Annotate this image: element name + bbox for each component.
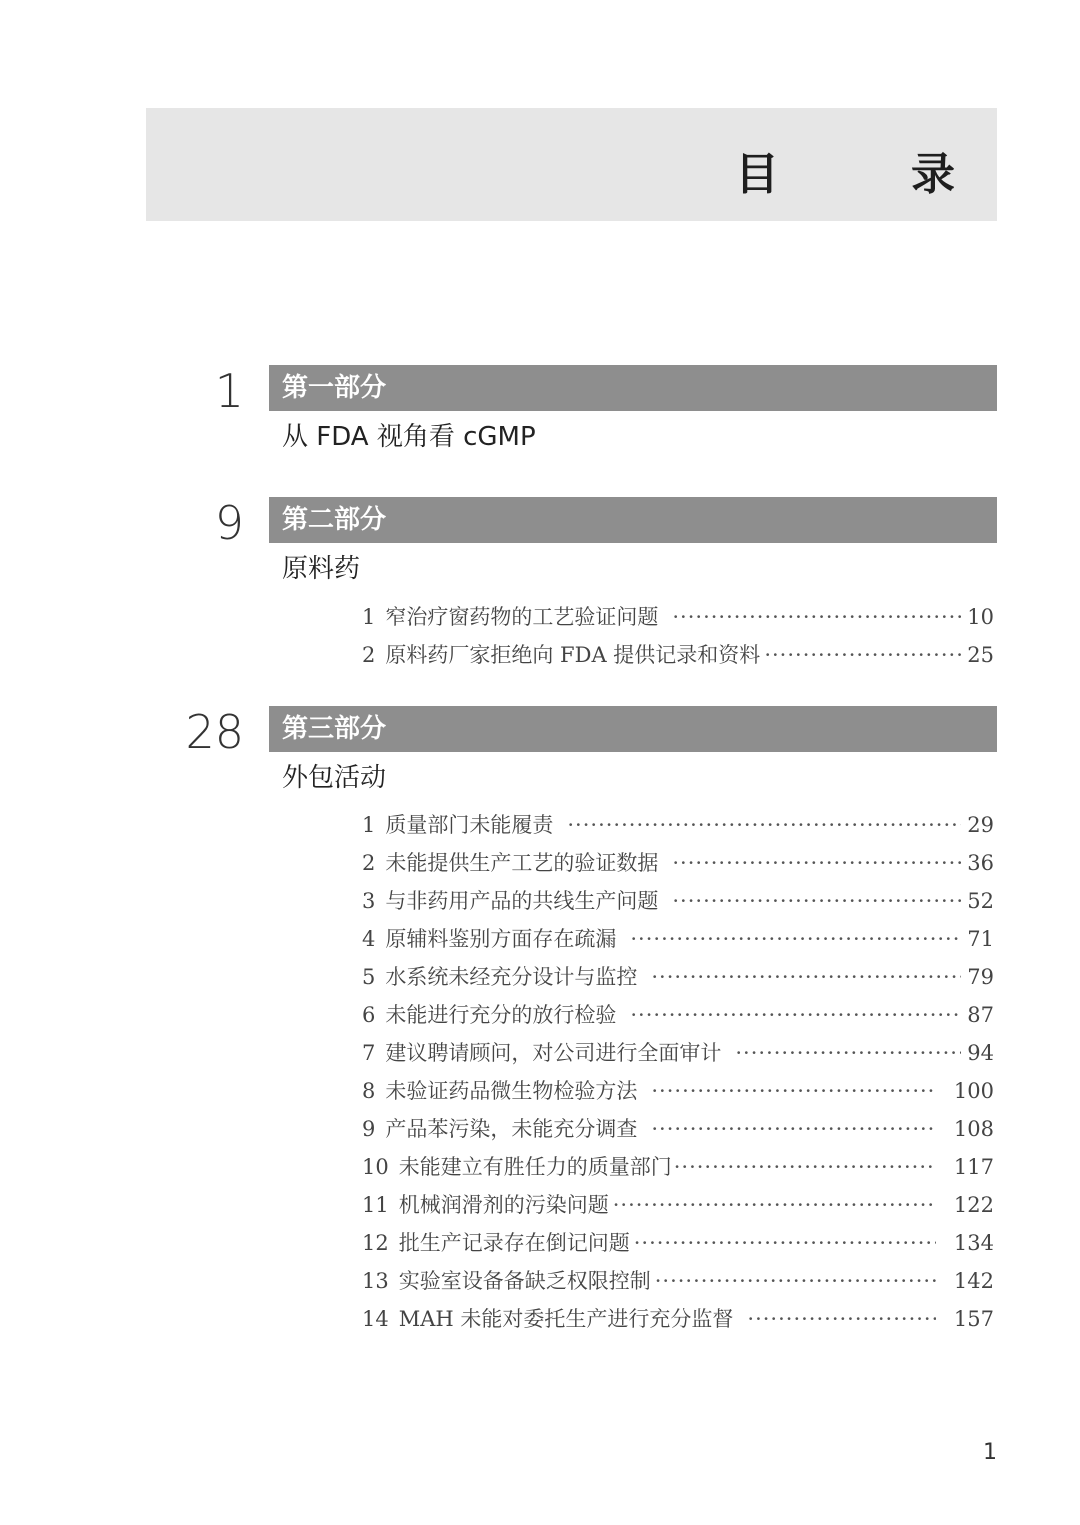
entry-title: 窄治疗窗药物的工艺验证问题 bbox=[385, 605, 659, 629]
entry-number: 2 bbox=[362, 643, 376, 667]
dot-leader bbox=[747, 1300, 936, 1338]
entry-number: 11 bbox=[362, 1193, 389, 1217]
entry-page: 10 bbox=[967, 605, 994, 629]
entry-page: 122 bbox=[953, 1193, 994, 1217]
entry-page: 134 bbox=[953, 1231, 994, 1255]
part-page-number: 28 bbox=[185, 705, 244, 759]
part-label: 第三部分 bbox=[282, 714, 387, 744]
entry-number: 9 bbox=[362, 1117, 376, 1141]
entry-number: 5 bbox=[362, 965, 376, 989]
entry-page: 100 bbox=[953, 1079, 994, 1103]
entry-page: 157 bbox=[953, 1307, 994, 1331]
entry-page: 29 bbox=[967, 813, 994, 837]
toc-entry[interactable] bbox=[362, 958, 994, 996]
entry-page: 142 bbox=[953, 1269, 994, 1293]
entry-number: 8 bbox=[362, 1079, 376, 1103]
toc-entry[interactable] bbox=[362, 882, 994, 920]
part-subtitle: 从 FDA 视角看 cGMP bbox=[282, 422, 536, 452]
dot-leader bbox=[651, 1072, 936, 1110]
entry-page: 79 bbox=[967, 965, 994, 989]
entry-page: 71 bbox=[967, 927, 994, 951]
dot-leader bbox=[613, 1186, 936, 1224]
entry-title: 未能提供生产工艺的验证数据 bbox=[385, 851, 659, 875]
entry-number: 14 bbox=[362, 1307, 389, 1331]
dot-leader bbox=[651, 958, 961, 996]
entry-number: 6 bbox=[362, 1003, 376, 1027]
dot-leader bbox=[674, 1148, 936, 1186]
entry-number: 1 bbox=[362, 605, 376, 629]
dot-leader bbox=[634, 1224, 936, 1262]
toc-entry[interactable] bbox=[362, 920, 994, 958]
toc-entry[interactable] bbox=[362, 806, 994, 844]
part-header-bar bbox=[269, 497, 997, 543]
dot-leader bbox=[764, 636, 961, 674]
part-label: 第一部分 bbox=[282, 373, 387, 403]
footer-page-number: 1 bbox=[983, 1440, 997, 1465]
toc-entry[interactable] bbox=[362, 844, 994, 882]
dot-leader bbox=[672, 844, 961, 882]
toc-entry[interactable] bbox=[362, 996, 994, 1034]
entry-number: 13 bbox=[362, 1269, 389, 1293]
toc-entry[interactable] bbox=[362, 1148, 994, 1186]
entry-title: 未验证药品微生物检验方法 bbox=[385, 1079, 638, 1103]
entry-title: 实验室设备备缺乏权限控制 bbox=[398, 1269, 651, 1293]
toc-entry[interactable] bbox=[362, 1186, 994, 1224]
entry-title: MAH 未能对委托生产进行充分监督 bbox=[398, 1307, 734, 1331]
part-subtitle: 原料药 bbox=[282, 554, 361, 584]
entry-title: 批生产记录存在倒记问题 bbox=[398, 1231, 630, 1255]
part-header-bar bbox=[269, 706, 997, 752]
entry-title: 质量部门未能履责 bbox=[385, 813, 554, 837]
entry-title: 产品苯污染，未能充分调查 bbox=[385, 1117, 638, 1141]
dot-leader bbox=[672, 882, 961, 920]
entry-title: 与非药用产品的共线生产问题 bbox=[385, 889, 659, 913]
entry-number: 3 bbox=[362, 889, 376, 913]
part-label: 第二部分 bbox=[282, 505, 387, 535]
part-header-bar bbox=[269, 365, 997, 411]
dot-leader bbox=[651, 1110, 936, 1148]
toc-entry[interactable] bbox=[362, 636, 994, 674]
entry-page: 94 bbox=[967, 1041, 994, 1065]
entry-page: 117 bbox=[953, 1155, 994, 1179]
toc-entry[interactable] bbox=[362, 1072, 994, 1110]
entry-page: 52 bbox=[967, 889, 994, 913]
entry-title: 机械润滑剂的污染问题 bbox=[398, 1193, 609, 1217]
dot-leader bbox=[735, 1034, 961, 1072]
entry-number: 4 bbox=[362, 927, 376, 951]
toc-entry[interactable] bbox=[362, 598, 994, 636]
entry-page: 25 bbox=[967, 643, 994, 667]
part-page-number: 9 bbox=[214, 496, 244, 550]
entry-number: 2 bbox=[362, 851, 376, 875]
part-page-number: 1 bbox=[214, 364, 244, 418]
dot-leader bbox=[567, 806, 961, 844]
part-3-entries bbox=[362, 806, 994, 1338]
dot-leader bbox=[655, 1262, 936, 1300]
toc-entry[interactable] bbox=[362, 1300, 994, 1338]
dot-leader bbox=[672, 598, 961, 636]
part-subtitle: 外包活动 bbox=[282, 763, 387, 793]
entry-title: 原料药厂家拒绝向 FDA 提供记录和资料 bbox=[385, 643, 761, 667]
entry-number: 12 bbox=[362, 1231, 389, 1255]
part-2-entries bbox=[362, 598, 994, 674]
toc-entry[interactable] bbox=[362, 1110, 994, 1148]
page-title: 目 录 bbox=[735, 149, 999, 200]
toc-entry[interactable] bbox=[362, 1262, 994, 1300]
entry-title: 水系统未经充分设计与监控 bbox=[385, 965, 638, 989]
entry-page: 87 bbox=[967, 1003, 994, 1027]
entry-page: 108 bbox=[953, 1117, 994, 1141]
entry-title: 未能建立有胜任力的质量部门 bbox=[398, 1155, 672, 1179]
dot-leader bbox=[630, 920, 961, 958]
entry-title: 原辅料鉴别方面存在疏漏 bbox=[385, 927, 617, 951]
title-band bbox=[146, 108, 997, 221]
dot-leader bbox=[630, 996, 961, 1034]
entry-page: 36 bbox=[967, 851, 994, 875]
entry-title: 未能进行充分的放行检验 bbox=[385, 1003, 617, 1027]
entry-number: 1 bbox=[362, 813, 376, 837]
toc-entry[interactable] bbox=[362, 1224, 994, 1262]
toc-entry[interactable] bbox=[362, 1034, 994, 1072]
entry-title: 建议聘请顾问，对公司进行全面审计 bbox=[385, 1041, 722, 1065]
entry-number: 7 bbox=[362, 1041, 376, 1065]
entry-number: 10 bbox=[362, 1155, 389, 1179]
